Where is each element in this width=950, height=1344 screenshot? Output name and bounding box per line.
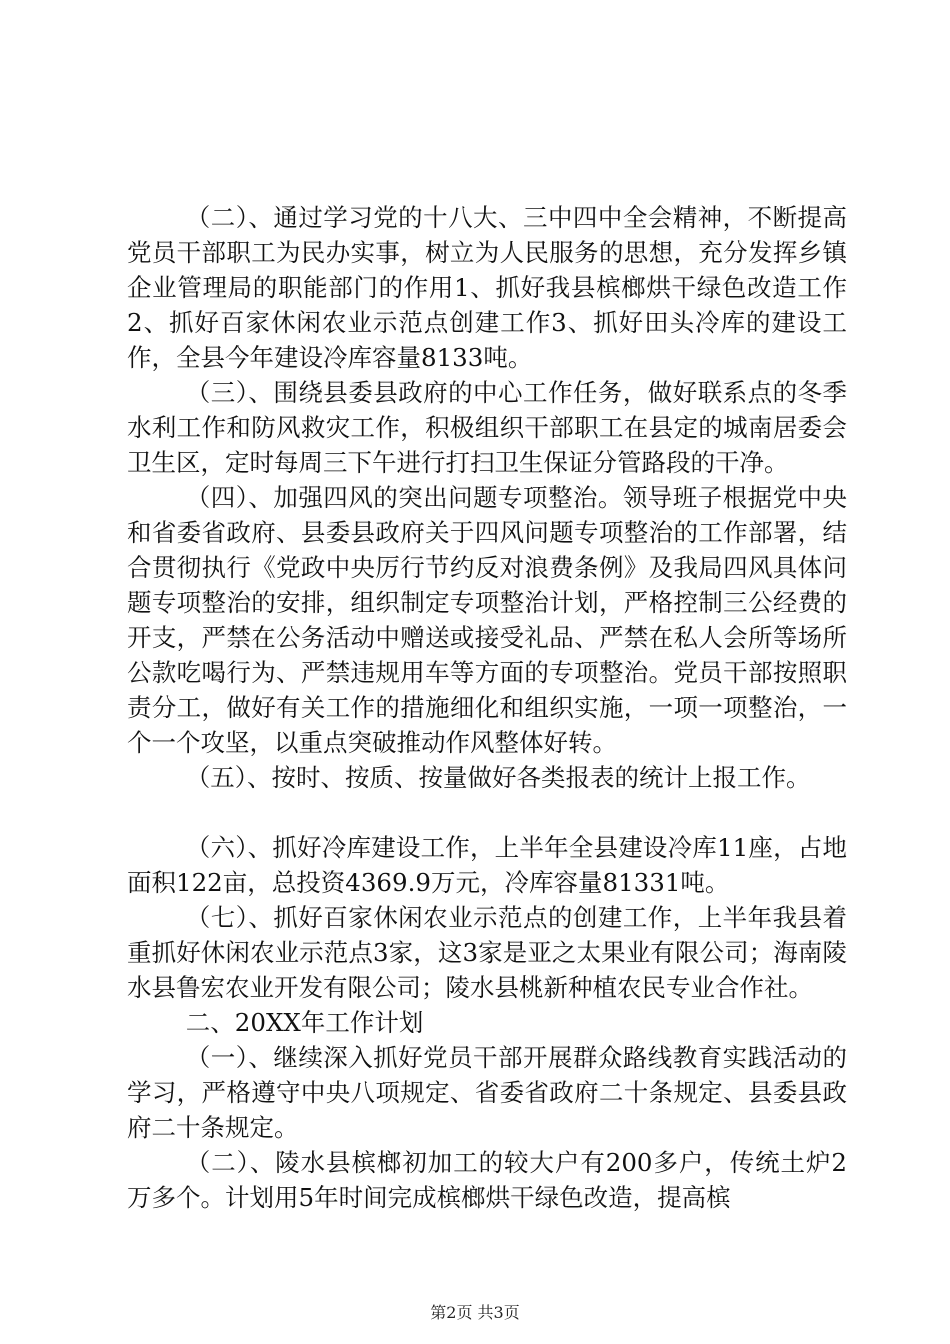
paragraph-plan-item-1: （一）、继续深入抓好党员干部开展群众路线教育实践活动的学习，严格遵守中央八项规定、省委省政府二十条规定、县委县政府二十条规定。 <box>127 1043 847 1142</box>
paragraph-work-item-4: （四）、加强四风的突出问题专项整治。领导班子根据党中央和省委省政府、县委县政府关于四风问题专项整治的工作部署，结合贯彻执行《党政中央厉行节约反对浪费条例》及我局四风具体问题专项整治的安排，组织制定专项整治计划，严格控制三公经费的开支，严禁在公务活动中赠送或接受礼品、严禁在私人会所等场所公款吃喝行为、严禁违规用车等方面的专项整治。党员干部按照职责分工，做好有关工作的措施细化和组织实施，一项一项整治，一个一个攻坚，以重点突破推动作风整体好转。 <box>127 483 847 757</box>
page-number-footer: 第2页 共3页 <box>430 1303 520 1322</box>
paragraph-work-item-7: （七）、抓好百家休闲农业示范点的创建工作，上半年我县着重抓好休闲农业示范点3家，这3家是亚之太果业有限公司；海南陵水县鲁宏农业开发有限公司；陵水县桃新种植农民专业合作社。 <box>127 903 847 1002</box>
paragraph-work-item-3: （三）、围绕县委县政府的中心工作任务，做好联系点的冬季水利工作和防风救灾工作，积极组织干部职工在县定的城南居委会卫生区，定时每周三下午进行打扫卫生保证分管路段的干净。 <box>127 378 847 477</box>
paragraph-work-item-5: （五）、按时、按质、按量做好各类报表的统计上报工作。 <box>185 763 811 792</box>
document-body <box>127 200 847 1215</box>
paragraph-work-item-6: （六）、抓好冷库建设工作，上半年全县建设冷库11座，占地面积122亩，总投资4369.9万元，冷库容量81331吨。 <box>127 833 847 897</box>
paragraph-plan-item-2: （二）、陵水县槟榔初加工的较大户有200多户，传统土炉2万多个。计划用5年时间完成槟榔烘干绿色改造，提高槟 <box>127 1148 847 1212</box>
paragraph-work-item-2: （二）、通过学习党的十八大、三中四中全会精神，不断提高党员干部职工为民办实事，树立为人民服务的思想，充分发挥乡镇企业管理局的职能部门的作用1、抓好我县槟榔烘干绿色改造工作2、抓好百家休闲农业示范点创建工作3、抓好田头冷库的建设工作，全县今年建设冷库容量8133吨。 <box>127 203 847 372</box>
section-heading-work-plan: 二、20XX年工作计划 <box>185 1008 424 1037</box>
